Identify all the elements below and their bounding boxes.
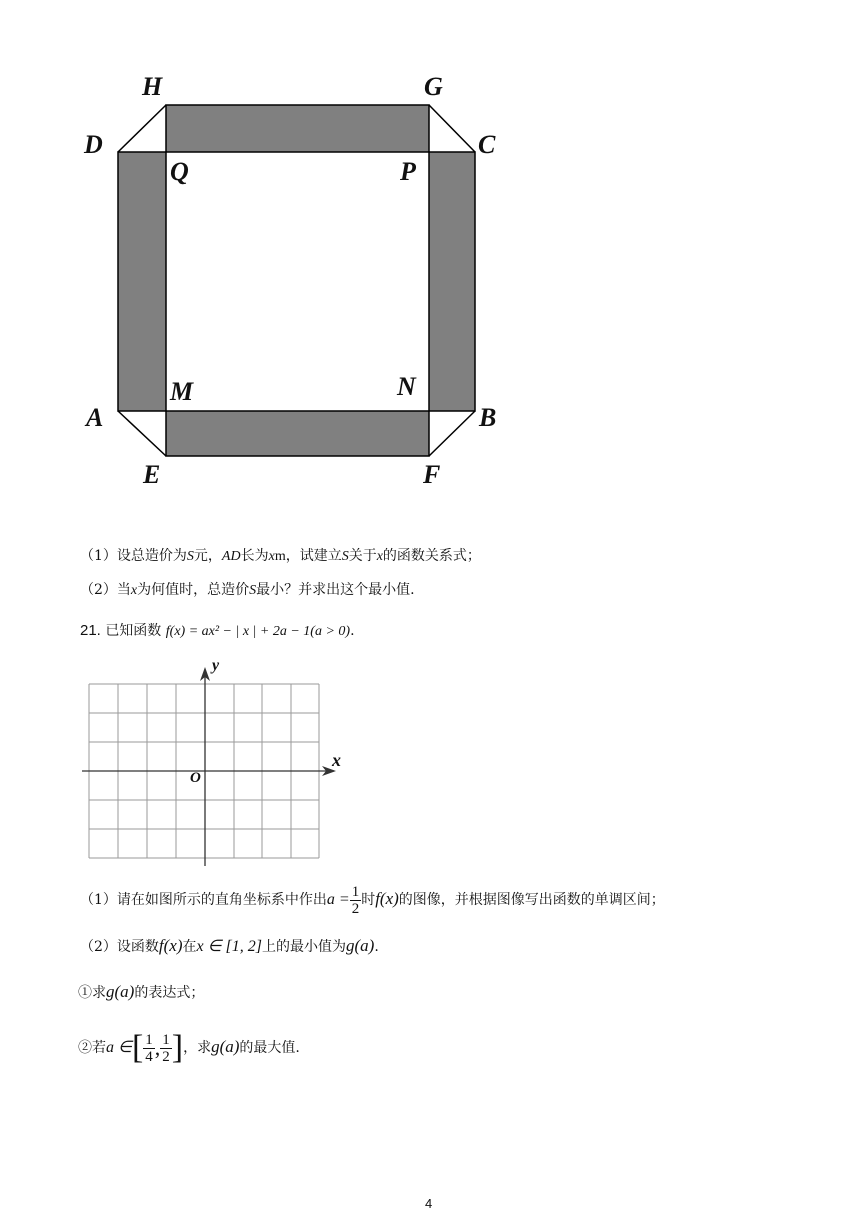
label-n: N — [397, 372, 416, 401]
fx: f(x) — [375, 889, 399, 908]
denominator: 4 — [145, 1048, 153, 1065]
q21-part2 — [80, 936, 379, 957]
var-s: S — [249, 583, 257, 598]
text: （2）当 — [80, 582, 131, 598]
label-h: H — [142, 72, 163, 101]
numerator: 1 — [162, 1031, 170, 1048]
text: ，求 — [183, 1040, 212, 1056]
q20-part1 — [80, 546, 481, 567]
text: 的函数关系式； — [382, 548, 481, 564]
text: （2）设函数 — [80, 939, 159, 955]
corner-line-ae — [118, 411, 166, 456]
denominator: 2 — [162, 1048, 170, 1065]
text: 已知函数 — [105, 623, 162, 639]
q21-sub2 — [78, 1025, 300, 1070]
unit-m: m — [274, 549, 286, 564]
label-f: F — [423, 460, 441, 489]
text: 上的最小值为 — [262, 939, 347, 955]
fraction-one-half — [160, 1032, 172, 1065]
fx: f(x) — [158, 936, 183, 955]
label-q: Q — [170, 157, 189, 186]
label-d: D — [84, 130, 103, 159]
fraction-one-quarter — [143, 1032, 155, 1065]
ga: g(a) — [211, 1037, 240, 1056]
text: 元， — [193, 548, 222, 564]
numerator: 1 — [145, 1031, 153, 1048]
text: . — [374, 939, 379, 955]
text: ，试建立 — [285, 548, 342, 564]
q20-part2 — [80, 580, 415, 601]
text: 的图像，并根据图像写出函数的单调区间； — [398, 892, 665, 908]
left-bracket: [ — [131, 1029, 144, 1066]
var-x: x — [376, 549, 383, 564]
top-strip — [166, 105, 429, 152]
text: 在 — [182, 939, 197, 955]
text: ①求 — [78, 985, 106, 1001]
y-axis-label: y — [212, 657, 220, 674]
q21-stem — [80, 621, 355, 642]
domain-condition: x ∈ [1, 2] — [196, 938, 263, 955]
label-p: P — [400, 157, 416, 186]
text: 时 — [361, 892, 376, 908]
var-s: S — [186, 549, 194, 564]
fraction-one-half — [350, 884, 362, 917]
var-x: x — [130, 583, 138, 598]
label-b: B — [479, 403, 497, 432]
var-ad: AD — [221, 549, 241, 564]
function-def: f(x) = ax² − | x | + 2a − 1(a > 0) — [165, 624, 351, 639]
label-e: E — [143, 460, 161, 489]
right-strip — [429, 152, 475, 411]
q21-sub1 — [78, 982, 204, 1003]
text: 的表达式； — [134, 985, 205, 1001]
text: ②若 — [78, 1040, 106, 1056]
text: . — [350, 623, 355, 639]
comma: , — [154, 1035, 161, 1060]
a-equals: a = — [326, 891, 350, 908]
text: 关于 — [348, 548, 377, 564]
label-c: C — [478, 130, 496, 159]
label-g: G — [424, 72, 443, 101]
var-x: x — [268, 549, 275, 564]
frame-diagram — [0, 0, 560, 500]
text: 长为 — [240, 548, 269, 564]
coordinate-grid — [0, 650, 380, 880]
right-bracket: ] — [171, 1029, 184, 1066]
ga: g(a) — [346, 936, 375, 955]
numerator: 1 — [351, 883, 360, 900]
a-in: a ∈ — [106, 1039, 132, 1056]
text: 的最大值. — [239, 1040, 300, 1056]
x-axis-label: x — [332, 750, 341, 770]
text: 为何值时，总造价 — [137, 582, 250, 598]
text: 最小？并求出这个最小值. — [256, 582, 415, 598]
q21-part1 — [80, 880, 665, 919]
var-s: S — [341, 549, 349, 564]
label-a: A — [86, 403, 104, 432]
page-number: 4 — [425, 1196, 433, 1211]
ga: g(a) — [106, 982, 135, 1001]
corner-line-bf — [429, 411, 475, 456]
text: （1）请在如图所示的直角坐标系中作出 — [80, 892, 327, 908]
denominator: 2 — [351, 900, 360, 917]
q20-part1-prefix: （1）设总造价为 — [80, 548, 187, 564]
origin-label: O — [190, 770, 201, 786]
bottom-strip — [166, 411, 429, 456]
corner-line-gc — [429, 105, 475, 152]
left-strip — [118, 152, 166, 411]
label-m: M — [170, 377, 194, 406]
question-number: 21. — [80, 622, 101, 639]
corner-line-dh — [118, 105, 166, 152]
